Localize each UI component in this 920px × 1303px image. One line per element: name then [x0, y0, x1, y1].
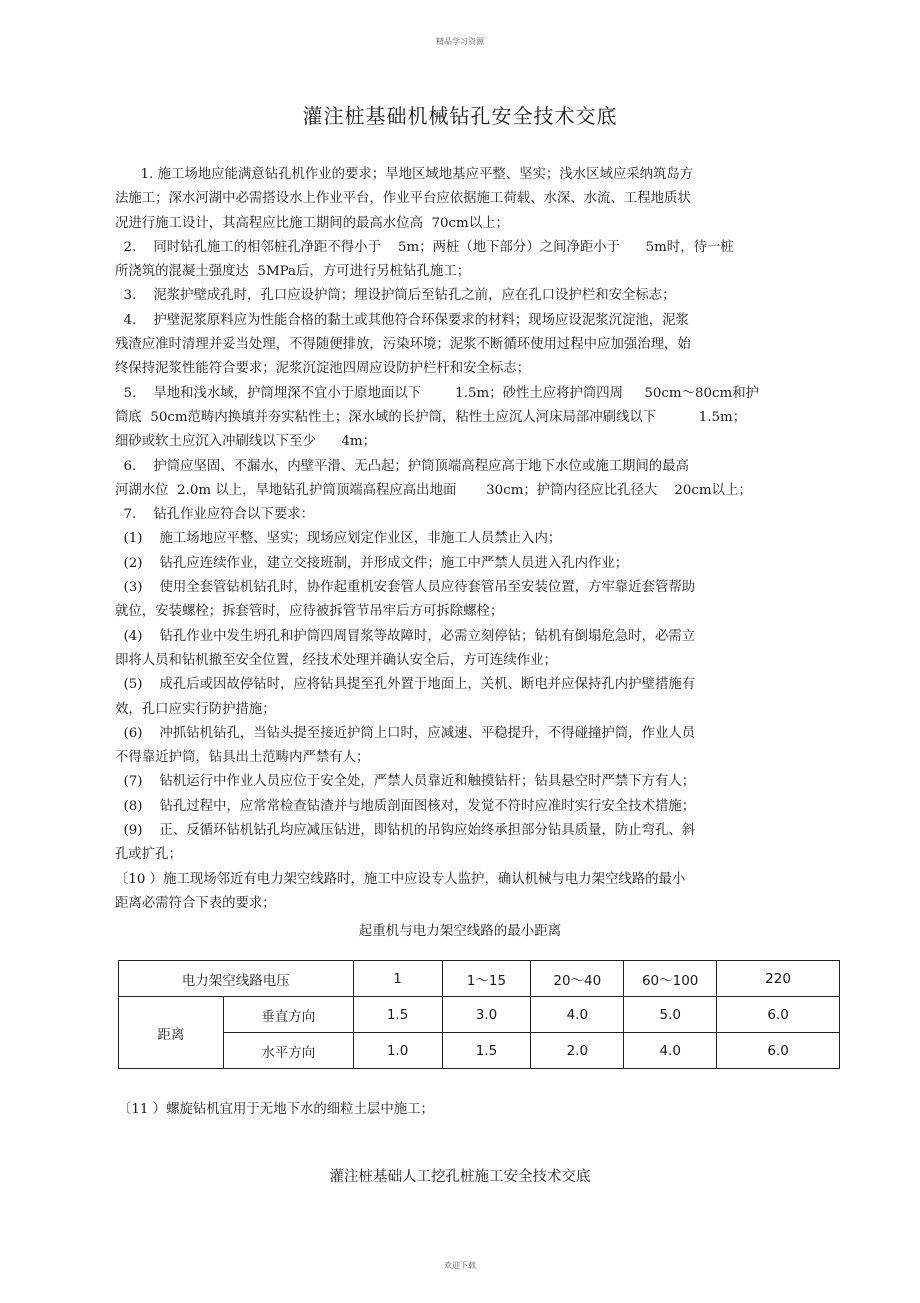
- text-line: 3. 泥浆护壁成孔时，孔口应设护筒；埋设护筒后至钻孔之前，应在孔口设护栏和安全标志；: [115, 288, 676, 304]
- document-title: 灌注桩基础机械钻孔安全技术交底: [302, 104, 618, 128]
- value-cell: 2.0: [531, 1033, 624, 1069]
- table-row: [119, 1033, 840, 1069]
- text-line: (9) 正、反循环钻机钻孔均应减压钻进，即钻机的吊钩应始终承担部分钻具质量，防止弯孔、斜: [115, 823, 696, 839]
- text-line: 7. 钻孔作业应符合以下要求：: [115, 507, 315, 523]
- text-line: (8) 钻孔过程中，应常常检查钻渣并与地质剖面图核对，发觉不符时应准时实行安全技术措施；: [115, 798, 696, 814]
- value-cell: 5.0: [624, 997, 717, 1033]
- table-row: [119, 997, 840, 1033]
- text-line: 细砂或软土应沉入冲刷线以下至少 4m；: [115, 434, 377, 450]
- value-cell: 1.5: [353, 997, 442, 1033]
- text-line: 况进行施工设计，其高程应比施工期间的最高水位高 70cm以上；: [115, 215, 509, 231]
- voltage-cell: 20～40: [531, 961, 624, 997]
- text-line: 2. 同时钻孔施工的相邻桩孔净距不得小于 5m；两桩（地下部分）之间净距小于 5m时，待一桩: [115, 239, 734, 255]
- text-line: (3) 使用全套管钻机钻孔时，协作起重机安套管人员应待套管吊至安装位置，方牢靠近套管帮助: [115, 580, 696, 596]
- page-header: 精品学习资源: [436, 37, 484, 46]
- text-line: 距离必需符合下表的要求；: [115, 895, 276, 911]
- voltage-cell: 1～15: [442, 961, 531, 997]
- distance-label-cell: 距离: [119, 997, 224, 1069]
- page-footer: 欢迎下载: [444, 1261, 476, 1270]
- text-line: 就位，安装螺栓；拆套管时，应待被拆管节吊牢后方可拆除螺栓；: [115, 604, 504, 620]
- text-line: 法施工；深水河湖中必需搭设水上作业平台，作业平台应依据施工荷载、水深、水流、工程地质状: [115, 191, 691, 207]
- text-line: (4) 钻孔作业中发生坍孔和护筒四周冒浆等故障时，必需立刻停钻；钻机有倒塌危急时，必需立: [115, 628, 696, 644]
- direction-label-cell: 垂直方向: [223, 997, 353, 1033]
- text-line: 4. 护壁泥浆原料应为性能合格的黏土或其他符合环保要求的材料；现场应设泥浆沉淀池，泥浆: [115, 312, 689, 328]
- direction-label-cell: 水平方向: [223, 1033, 353, 1069]
- text-line: 1. 施工场地应能满意钻孔机作业的要求；旱地区域地基应平整、坚实；浅水区域应采纳筑岛方: [115, 167, 694, 182]
- text-line: 河湖水位 2.0m 以上，旱地钻孔护筒顶端高程应高出地面 30cm；护筒内径应比孔径大 20cm以上；: [115, 482, 752, 498]
- value-cell: 4.0: [624, 1033, 717, 1069]
- text-line: 不得靠近护筒，钻具出土范畴内严禁有人；: [115, 750, 370, 766]
- value-cell: 4.0: [531, 997, 624, 1033]
- text-line: 效，孔口应实行防护措施；: [115, 701, 276, 717]
- value-cell: 6.0: [717, 997, 840, 1033]
- text-line: (5) 成孔后或因故停钻时，应将钻具提至孔外置于地面上，关机、断电并应保持孔内护壁措施有: [115, 677, 696, 693]
- table-caption: 起重机与电力架空线路的最小距离: [358, 923, 562, 939]
- document-body: [115, 163, 805, 916]
- text-line: (1) 施工场地应平整、坚实；现场应划定作业区，非施工人员禁止入内；: [115, 531, 562, 547]
- voltage-cell: 60～100: [624, 961, 717, 997]
- distance-table: [118, 960, 840, 1069]
- next-section-title: 灌注桩基础人工挖孔桩施工安全技术交底: [329, 1169, 591, 1185]
- voltage-cell: 220: [717, 961, 840, 997]
- text-line: 所浇筑的混凝土强度达 5MPa后，方可进行另桩钻孔施工；: [115, 264, 471, 280]
- text-line: (7) 钻机运行中作业人员应位于安全处，严禁人员靠近和触摸钻杆；钻具悬空时严禁下方有人；: [115, 774, 696, 790]
- text-line: 〔10 ）施工现场邻近有电力架空线路时，施工中应设专人监护，确认机械与电力架空线路的最小: [115, 871, 686, 887]
- text-line: 孔或扩孔；: [115, 847, 182, 863]
- text-line: (6) 冲抓钻机钻孔，当钻头提至接近护筒上口时，应减速、平稳提升，不得碰撞护筒，作业人员: [115, 725, 696, 741]
- text-line: 即将人员和钻机撤至安全位置，经技术处理并确认安全后，方可连续作业；: [115, 652, 557, 668]
- text-line: 6. 护筒应坚固、不漏水，内壁平滑、无凸起；护筒顶端高程应高于地下水位或施工期间的最高: [115, 458, 689, 474]
- voltage-cell: 1: [353, 961, 442, 997]
- item-11-text: 〔11 ）螺旋钻机宜用于无地下水的细粒土层中施工；: [118, 1102, 434, 1117]
- text-line: 残渣应准时清理并妥当处理，不得随便排放，污染环境；泥浆不断循环使用过程中应加强治理，始: [115, 337, 691, 353]
- text-line: (2) 钻孔应连续作业，建立交接班制，并形成文件；施工中严禁人员进入孔内作业；: [115, 555, 629, 571]
- table-header-row: [119, 961, 840, 997]
- text-line: 终保持泥浆性能符合要求；泥浆沉淀池四周应设防护栏杆和安全标志；: [115, 361, 531, 377]
- value-cell: 1.0: [353, 1033, 442, 1069]
- value-cell: 3.0: [442, 997, 531, 1033]
- value-cell: 6.0: [717, 1033, 840, 1069]
- text-line: 5. 旱地和浅水域，护筒埋深不宜小于原地面以下 1.5m；砂性土应将护筒四周 50cm～80cm和护: [115, 385, 760, 401]
- voltage-header-cell: 电力架空线路电压: [119, 961, 354, 997]
- text-line: 筒底 50cm范畴内换填并夯实粘性土；深水域的长护筒，粘性土应沉人河床局部冲刷线以下 1.5m；: [115, 409, 747, 425]
- value-cell: 1.5: [442, 1033, 531, 1069]
